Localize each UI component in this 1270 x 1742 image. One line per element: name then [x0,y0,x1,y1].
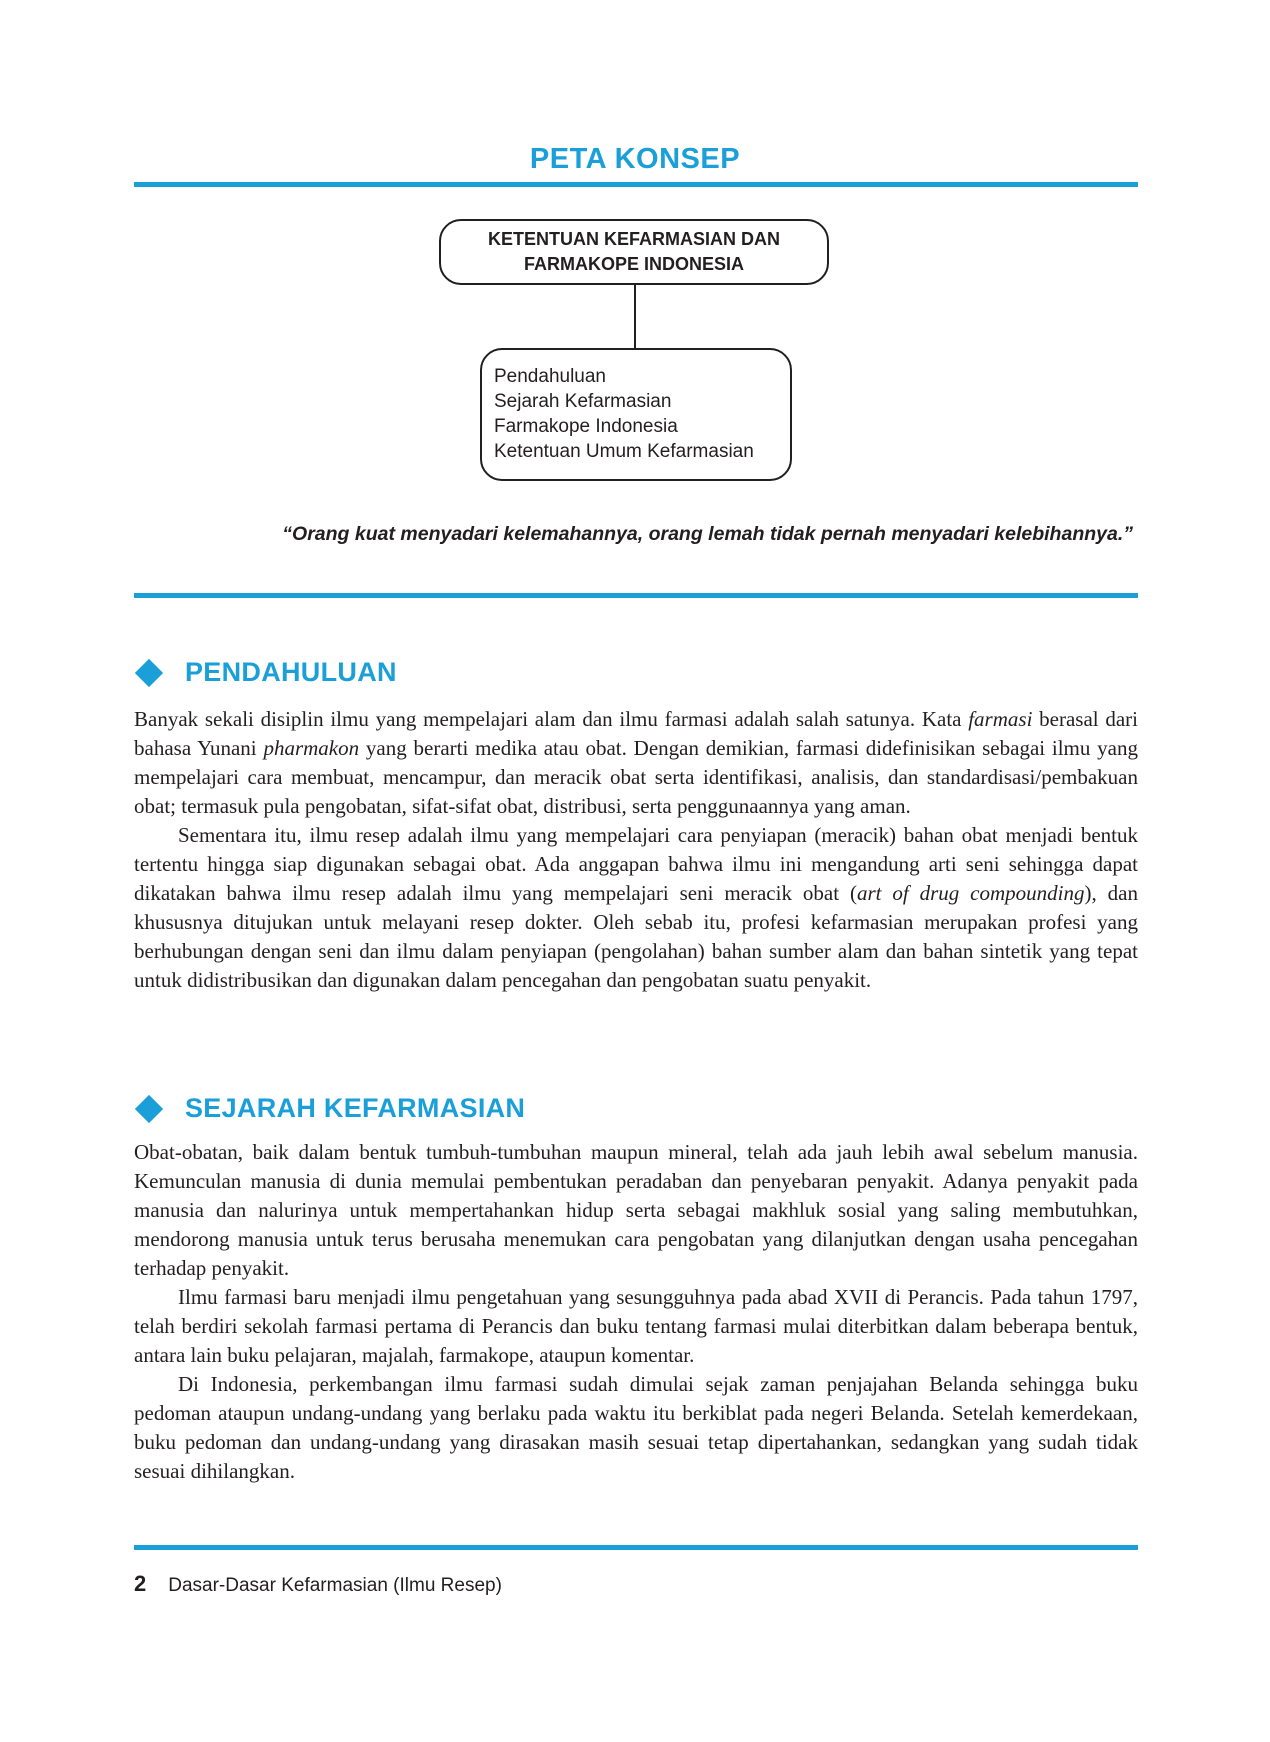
text-run: yang berarti medika atau obat. Dengan demikian, farmasi didefinisikan sebagai ilmu yang mempelajari cara membuat, mencampur, dan meracik obat serta identifikasi, analisis, dan standardisasi/pembakuan obat; termasuk pula pengobatan, sifat-sifat obat, distribusi, serta penggunaannya yang aman. [134,736,1138,818]
quote: “Orang kuat menyadari kelemahannya, orang lemah tidak pernah menyadari kelebihannya.” [282,523,1133,545]
paragraph: Obat-obatan, baik dalam bentuk tumbuh-tumbuhan maupun mineral, telah ada jauh lebih awal sebelum manusia. Kemunculan manusia di dunia memulai pembentukan peradaban dan penyebaran penyakit. Adanya penyakit pada manusia dan nalurinya untuk mempertahankan hidup serta sebagai makhluk sosial yang saling membutuhkan, mendorong manusia untuk terus berusaha menemukan cara pengobatan yang dilanjutkan dengan usaha pencegahan terhadap penyakit. [134,1140,1138,1280]
text-run: ), dan khususnya ditujukan untuk melayani resep dokter. Oleh sebab itu, profesi kefarmasian merupakan profesi yang berhubungan dengan seni dan ilmu dalam penyiapan (pengolahan) bahan sumber alam dan bahan sintetik yang tepat untuk didistribusikan dan digunakan dalam pencegahan dan pengobatan suatu penyakit. [134,881,1138,992]
text-run: berasal dari bahasa Yunani [134,707,1138,760]
paragraph: Ilmu farmasi baru menjadi ilmu pengetahuan yang sesungguhnya pada abad XVII di Perancis. Pada tahun 1797, telah berdiri sekolah farmasi pertama di Perancis dan buku tentang farmasi mulai diterbitkan dalam beberapa bentuk, antara lain buku pelajaran, majalah, farmakope, ataupun komentar. [134,1285,1138,1367]
section-title: SEJARAH KEFARMASIAN [185,1093,526,1123]
topic-item: Ketentuan Umum Kefarmasian [494,441,754,462]
italic-term: farmasi [968,707,1033,731]
topic-item: Farmakope Indonesia [494,416,678,437]
topic-item: Sejarah Kefarmasian [494,391,672,412]
concept-map-title: PETA KONSEP [529,143,741,175]
sejarah-body [134,1138,1138,1486]
top-divider [134,182,1138,187]
pendahuluan-body [134,705,1138,995]
paragraph [134,821,1138,995]
book-title: Dasar-Dasar Kefarmasian (Ilmu Resep) [168,1575,502,1596]
concept-map-root-node [439,219,829,285]
concept-map-topics-node [480,348,792,481]
text-run: Sementara itu, ilmu resep adalah ilmu yang mempelajari cara penyiapan (meracik) bahan obat menjadi bentuk tertentu hingga siap digunakan sebagai obat. Ada anggapan bahwa ilmu ini mengandung arti seni sehingga dapat dikatakan bahwa ilmu resep adalah ilmu yang mempelajari seni meracik obat ( [134,823,1138,905]
topic-item: Pendahuluan [494,366,606,387]
root-node-line-1: KETENTUAN KEFARMASIAN DAN [488,229,780,249]
italic-term: art of drug compounding [856,881,1085,905]
paragraph [134,705,1138,821]
diamond-bullet-icon [135,1094,163,1122]
section-heading-pendahuluan [134,657,397,688]
concept-map-connector [634,285,636,348]
footer-divider [134,1545,1138,1550]
root-node-line-2: FARMAKOPE INDONESIA [523,254,745,274]
page-footer [134,1571,502,1597]
page-number: 2 [134,1571,147,1596]
paragraph: Di Indonesia, perkembangan ilmu farmasi sudah dimulai sejak zaman penjajahan Belanda sehingga buku pedoman ataupun undang-undang yang berlaku pada waktu itu berkiblat pada negeri Belanda. Setelah kemerdekaan, buku pedoman dan undang-undang yang dirasakan masih sesuai tetap dipertahankan, sedangkan yang sudah tidak sesuai dihilangkan. [134,1372,1138,1483]
quote-divider [134,593,1138,598]
section-heading-sejarah [134,1093,525,1124]
section-title: PENDAHULUAN [185,657,397,687]
diamond-bullet-icon [135,658,163,686]
italic-term: pharmakon [263,736,360,760]
text-run: Banyak sekali disiplin ilmu yang mempelajari alam dan ilmu farmasi adalah salah satunya. Kata [134,707,969,731]
